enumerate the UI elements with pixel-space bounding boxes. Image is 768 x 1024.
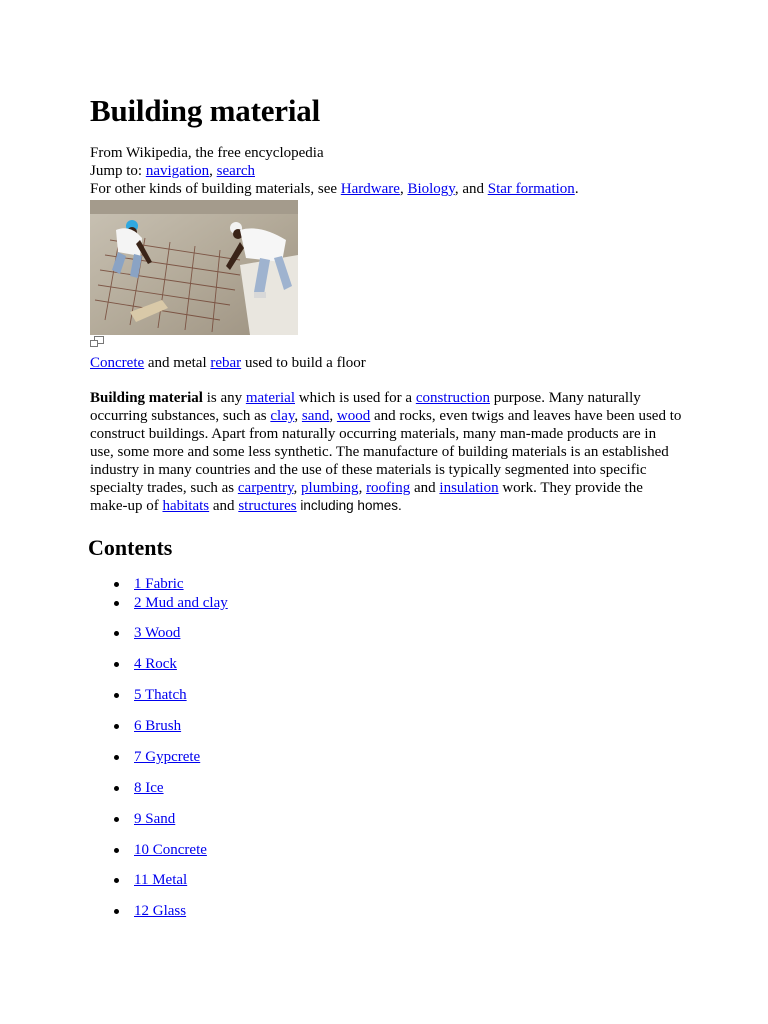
- lead-text: ,: [329, 408, 337, 424]
- lead-text: purpose. Many naturally occurring substances, such as: [90, 390, 641, 424]
- figure: [90, 200, 298, 348]
- bullet-icon: [114, 724, 119, 729]
- caption-link-concrete[interactable]: Concrete: [90, 355, 145, 371]
- bullet-icon: [114, 817, 119, 822]
- toc-item: [90, 594, 690, 612]
- toc-link[interactable]: 7 Gypcrete: [134, 749, 201, 765]
- bullet-icon: [114, 786, 119, 791]
- hatnote-sep-1: ,: [399, 181, 408, 197]
- link-material[interactable]: material: [245, 390, 295, 406]
- toc-item: [90, 902, 690, 920]
- article-body: [90, 92, 690, 920]
- jump-search-link[interactable]: search: [216, 163, 255, 179]
- toc-item: [90, 779, 690, 797]
- jump-navigation-link[interactable]: navigation: [145, 163, 210, 179]
- toc-link[interactable]: 6 Brush: [134, 718, 182, 734]
- bullet-icon: [114, 848, 119, 853]
- hatnote: [90, 180, 690, 198]
- lead-text: and: [209, 498, 239, 514]
- toc-item: [90, 841, 690, 859]
- toc-link[interactable]: 9 Sand: [134, 811, 176, 827]
- toc-item: [90, 748, 690, 766]
- lead-paragraph: [90, 389, 682, 515]
- toc-item: [90, 575, 690, 593]
- caption-text-mid: and metal: [144, 355, 211, 371]
- bullet-icon: [114, 693, 119, 698]
- hatnote-prefix: For other kinds of building materials, see: [90, 181, 341, 197]
- jump-separator: ,: [209, 163, 217, 179]
- lead-text: including homes.: [296, 498, 402, 513]
- hatnote-suffix: .: [574, 181, 579, 197]
- toc-item: [90, 686, 690, 704]
- lead-text: ,: [358, 480, 367, 496]
- contents-heading: Contents: [88, 535, 173, 560]
- link-carpentry[interactable]: carpentry: [237, 480, 294, 496]
- link-sand[interactable]: sand: [301, 408, 330, 424]
- lead-bold-term: Building material: [90, 390, 203, 406]
- lead-text: is any: [202, 390, 246, 406]
- link-structures[interactable]: structures: [238, 498, 297, 514]
- bullet-icon: [114, 601, 119, 606]
- hatnote-link-star-formation[interactable]: Star formation: [487, 181, 575, 197]
- link-plumbing[interactable]: plumbing: [301, 480, 359, 496]
- lead-text: work. They provide the make-up of: [90, 480, 643, 514]
- toc-item: [90, 655, 690, 673]
- bullet-icon: [114, 878, 119, 883]
- figure-caption: [90, 354, 690, 372]
- concrete-floor-photo[interactable]: [90, 200, 298, 335]
- link-insulation[interactable]: insulation: [439, 480, 499, 496]
- caption-link-rebar[interactable]: rebar: [210, 355, 242, 371]
- link-habitats[interactable]: habitats: [162, 498, 210, 514]
- caption-text-end: used to build a floor: [241, 355, 366, 371]
- toc-item: [90, 624, 690, 642]
- magnify-clip-icon[interactable]: [90, 336, 104, 348]
- lead-text: which is used for a: [295, 390, 416, 406]
- link-construction[interactable]: construction: [415, 390, 490, 406]
- lead-text: ,: [293, 480, 302, 496]
- bullet-icon: [114, 755, 119, 760]
- tagline: From Wikipedia, the free encyclopedia: [90, 145, 324, 161]
- bullet-icon: [114, 909, 119, 914]
- toc-link[interactable]: 8 Ice: [134, 780, 164, 796]
- hatnote-link-biology[interactable]: Biology: [407, 181, 455, 197]
- toc-link[interactable]: 4 Rock: [134, 656, 177, 672]
- page-title: Building material: [90, 93, 320, 128]
- toc-link[interactable]: 1 Fabric: [134, 576, 184, 592]
- bullet-icon: [114, 662, 119, 667]
- table-of-contents: [90, 575, 690, 920]
- jump-links: [90, 162, 690, 180]
- link-wood[interactable]: wood: [336, 408, 371, 424]
- toc-link[interactable]: 2 Mud and clay: [134, 595, 228, 611]
- bullet-icon: [114, 582, 119, 587]
- lead-text: and: [410, 480, 440, 496]
- link-clay[interactable]: clay: [270, 408, 295, 424]
- toc-link[interactable]: 5 Thatch: [134, 687, 187, 703]
- hatnote-link-hardware[interactable]: Hardware: [340, 181, 400, 197]
- toc-item: [90, 717, 690, 735]
- jump-prefix: Jump to:: [90, 163, 146, 179]
- toc-link[interactable]: 10 Concrete: [134, 842, 207, 858]
- toc-link[interactable]: 11 Metal: [134, 872, 188, 888]
- toc-link[interactable]: 12 Glass: [134, 903, 187, 919]
- link-roofing[interactable]: roofing: [366, 480, 411, 496]
- hatnote-sep-2: , and: [454, 181, 488, 197]
- toc-item: [90, 871, 690, 889]
- lead-text: and rocks, even twigs and leaves have been used to construct buildings. Apart from naturally occurring materials, many man-made products are in use, some more and some less synthetic. The manufacture of building materials is an established industry in many countries and the use of these materials is typically segmented into specific specialty trades, such as: [90, 408, 682, 496]
- toc-item: [90, 810, 690, 828]
- lead-text: ,: [294, 408, 302, 424]
- bullet-icon: [114, 631, 119, 636]
- toc-link[interactable]: 3 Wood: [134, 625, 181, 641]
